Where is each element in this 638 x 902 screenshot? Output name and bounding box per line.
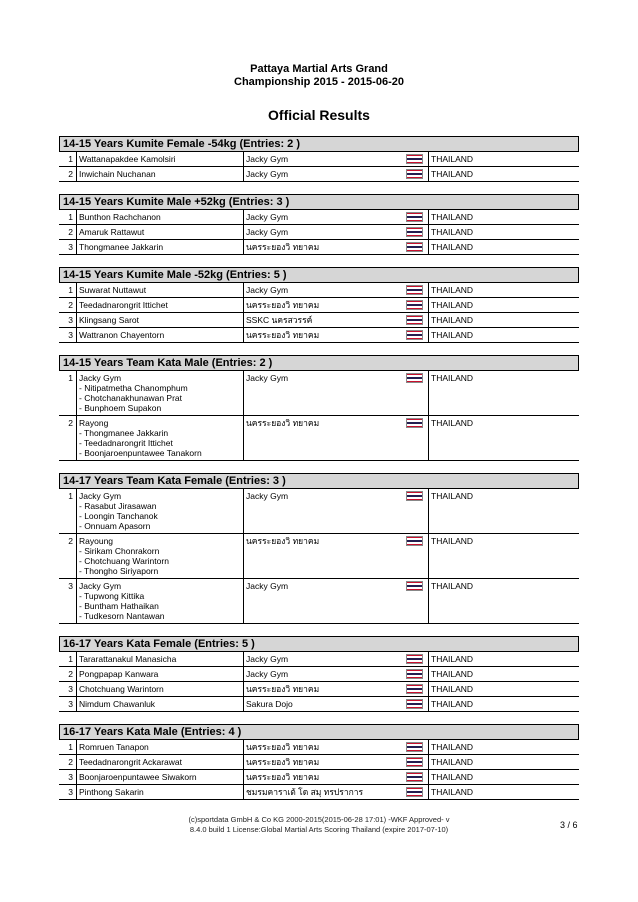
club-cell: นครระยองวิ ทยาคม xyxy=(246,757,320,767)
table-row xyxy=(59,579,579,624)
table-row xyxy=(59,313,579,328)
competitor-name: Jacky Gym xyxy=(79,373,122,383)
thailand-flag-icon xyxy=(406,154,423,164)
result-section xyxy=(59,473,579,624)
rank-cell: 1 xyxy=(59,210,77,224)
competitor-cell xyxy=(77,740,244,754)
country-cell: THAILAND xyxy=(431,536,474,546)
thailand-flag-icon xyxy=(406,242,423,252)
table-row xyxy=(59,489,579,534)
thailand-flag-icon xyxy=(406,373,423,383)
competitor-cell xyxy=(77,652,244,666)
table-row xyxy=(59,652,579,667)
rank-cell: 3 xyxy=(59,313,77,327)
page-header xyxy=(0,63,638,123)
competitor-cell xyxy=(77,682,244,696)
club-cell: Sakura Dojo xyxy=(246,699,293,709)
thailand-flag-icon xyxy=(406,330,423,340)
club-cell: นครระยองวิ ทยาคม xyxy=(246,330,320,340)
rank-cell: 1 xyxy=(59,152,77,166)
rank-cell: 2 xyxy=(59,416,77,460)
flag-cell xyxy=(400,755,429,769)
category-header: 16-17 Years Kata Female (Entries: 5 ) xyxy=(59,636,579,652)
results-title: Official Results xyxy=(268,107,370,123)
flag-cell xyxy=(400,225,429,239)
table-row xyxy=(59,740,579,755)
country-cell: THAILAND xyxy=(431,154,474,164)
club-cell: Jacky Gym xyxy=(246,581,289,591)
thailand-flag-icon xyxy=(406,669,423,679)
competitor-name: Teedadnarongrit Ittichet xyxy=(79,300,168,310)
flag-cell xyxy=(400,371,429,415)
club-cell: นครระยองวิ ทยาคม xyxy=(246,772,320,782)
flag-cell xyxy=(400,652,429,666)
competitor-name: Inwichain Nuchanan xyxy=(79,169,156,179)
flag-cell xyxy=(400,682,429,696)
table-row xyxy=(59,298,579,313)
team-member: - Rasabut Jirasawan xyxy=(79,501,157,511)
country-cell: THAILAND xyxy=(431,330,474,340)
result-section xyxy=(59,636,579,712)
country-cell: THAILAND xyxy=(431,242,474,252)
footer-line1: (c)sportdata GmbH & Co KG 2000-2015(2015-06-28 17:01) -WKF Approved- v xyxy=(188,815,450,824)
country-cell: THAILAND xyxy=(431,654,474,664)
table-row xyxy=(59,152,579,167)
competitor-cell xyxy=(77,298,244,312)
thailand-flag-icon xyxy=(406,654,423,664)
team-member: - Nitipatmetha Chanomphum xyxy=(79,383,188,393)
country-cell: THAILAND xyxy=(431,742,474,752)
competitor-name: Wattanapakdee Kamolsiri xyxy=(79,154,176,164)
thailand-flag-icon xyxy=(406,699,423,709)
team-member: - Boonjaroenpuntawee Tanakorn xyxy=(79,448,202,458)
category-header: 16-17 Years Kata Male (Entries: 4 ) xyxy=(59,724,579,740)
competitor-cell xyxy=(77,770,244,784)
competitor-name: Pongpapap Kanwara xyxy=(79,669,159,679)
competitor-cell xyxy=(77,785,244,799)
competitor-name: Rayong xyxy=(79,418,109,428)
rank-cell: 1 xyxy=(59,740,77,754)
table-row xyxy=(59,682,579,697)
competitor-name: Nimdum Chawanluk xyxy=(79,699,156,709)
team-member: - Buntham Hathaikan xyxy=(79,601,159,611)
flag-cell xyxy=(400,697,429,711)
competitor-cell xyxy=(77,240,244,254)
competitor-cell xyxy=(77,167,244,181)
footer xyxy=(140,815,498,835)
flag-cell xyxy=(400,579,429,623)
rank-cell: 1 xyxy=(59,283,77,297)
club-cell: นครระยองวิ ทยาคม xyxy=(246,300,320,310)
competitor-name: Thongmanee Jakkarin xyxy=(79,242,164,252)
flag-cell xyxy=(400,740,429,754)
rank-cell: 2 xyxy=(59,167,77,181)
country-cell: THAILAND xyxy=(431,669,474,679)
team-member: - Bunphoem Supakon xyxy=(79,403,162,413)
flag-cell xyxy=(400,167,429,181)
team-member: - Sirikam Chonrakorn xyxy=(79,546,160,556)
competitor-name: Boonjaroenpuntawee Siwakorn xyxy=(79,772,197,782)
flag-cell xyxy=(400,667,429,681)
competitor-cell xyxy=(77,225,244,239)
rank-cell: 1 xyxy=(59,371,77,415)
club-cell: SSKC นครสวรรค์ xyxy=(246,315,313,325)
team-member: - Tudkesorn Nantawan xyxy=(79,611,165,621)
page-number: 3 / 6 xyxy=(560,820,578,830)
result-section xyxy=(59,355,579,461)
competitor-cell xyxy=(77,534,244,578)
competitor-name: Jacky Gym xyxy=(79,581,122,591)
club-cell: Jacky Gym xyxy=(246,212,289,222)
table-row xyxy=(59,770,579,785)
rank-cell: 3 xyxy=(59,682,77,696)
thailand-flag-icon xyxy=(406,212,423,222)
thailand-flag-icon xyxy=(406,581,423,591)
country-cell: THAILAND xyxy=(431,581,474,591)
country-cell: THAILAND xyxy=(431,300,474,310)
rank-cell: 3 xyxy=(59,785,77,799)
country-cell: THAILAND xyxy=(431,491,474,501)
competitor-cell xyxy=(77,697,244,711)
flag-cell xyxy=(400,328,429,342)
thailand-flag-icon xyxy=(406,491,423,501)
results-list xyxy=(59,136,579,812)
thailand-flag-icon xyxy=(406,285,423,295)
rank-cell: 3 xyxy=(59,240,77,254)
table-row xyxy=(59,534,579,579)
team-member: - Teedadnarongrit Ittichet xyxy=(79,438,173,448)
thailand-flag-icon xyxy=(406,742,423,752)
event-title-line1: Pattaya Martial Arts Grand xyxy=(250,63,388,75)
competitor-cell xyxy=(77,489,244,533)
category-header: 14-15 Years Kumite Female -54kg (Entries: 2 ) xyxy=(59,136,579,152)
flag-cell xyxy=(400,240,429,254)
flag-cell xyxy=(400,534,429,578)
category-header: 14-15 Years Team Kata Male (Entries: 2 ) xyxy=(59,355,579,371)
table-row xyxy=(59,785,579,800)
competitor-name: Tararattanakul Manasicha xyxy=(79,654,177,664)
club-cell: ชมรมคาราเต้ โด สมุ ทรปราการ xyxy=(246,787,364,797)
country-cell: THAILAND xyxy=(431,285,474,295)
flag-cell xyxy=(400,489,429,533)
table-row xyxy=(59,210,579,225)
result-section xyxy=(59,136,579,182)
competitor-name: Suwarat Nuttawut xyxy=(79,285,147,295)
team-member: - Thongmanee Jakkarin xyxy=(79,428,169,438)
country-cell: THAILAND xyxy=(431,772,474,782)
rank-cell: 1 xyxy=(59,652,77,666)
thailand-flag-icon xyxy=(406,757,423,767)
rank-cell: 1 xyxy=(59,489,77,533)
rank-cell: 3 xyxy=(59,770,77,784)
thailand-flag-icon xyxy=(406,169,423,179)
thailand-flag-icon xyxy=(406,315,423,325)
rank-cell: 2 xyxy=(59,298,77,312)
club-cell: Jacky Gym xyxy=(246,227,289,237)
competitor-cell xyxy=(77,210,244,224)
club-cell: Jacky Gym xyxy=(246,154,289,164)
club-cell: Jacky Gym xyxy=(246,285,289,295)
country-cell: THAILAND xyxy=(431,418,474,428)
country-cell: THAILAND xyxy=(431,212,474,222)
competitor-name: Klingsang Sarot xyxy=(79,315,140,325)
table-row xyxy=(59,416,579,461)
competitor-name: Amaruk Rattawut xyxy=(79,227,145,237)
team-member: - Loongin Tanchanok xyxy=(79,511,158,521)
competitor-cell xyxy=(77,152,244,166)
flag-cell xyxy=(400,770,429,784)
competitor-name: Wattranon Chayentorn xyxy=(79,330,165,340)
category-header: 14-15 Years Kumite Male -52kg (Entries: 5 ) xyxy=(59,267,579,283)
club-cell: นครระยองวิ ทยาคม xyxy=(246,742,320,752)
club-cell: Jacky Gym xyxy=(246,491,289,501)
rank-cell: 3 xyxy=(59,579,77,623)
country-cell: THAILAND xyxy=(431,684,474,694)
country-cell: THAILAND xyxy=(431,699,474,709)
event-title-line2: Championship 2015 - 2015-06-20 xyxy=(234,76,404,88)
flag-cell xyxy=(400,298,429,312)
thailand-flag-icon xyxy=(406,418,423,428)
competitor-name: Chotchuang Warintorn xyxy=(79,684,164,694)
country-cell: THAILAND xyxy=(431,373,474,383)
table-row xyxy=(59,328,579,343)
flag-cell xyxy=(400,210,429,224)
club-cell: นครระยองวิ ทยาคม xyxy=(246,242,320,252)
thailand-flag-icon xyxy=(406,787,423,797)
table-row xyxy=(59,167,579,182)
club-cell: Jacky Gym xyxy=(246,654,289,664)
rank-cell: 3 xyxy=(59,328,77,342)
thailand-flag-icon xyxy=(406,536,423,546)
competitor-name: Romruen Tanapon xyxy=(79,742,149,752)
country-cell: THAILAND xyxy=(431,169,474,179)
country-cell: THAILAND xyxy=(431,787,474,797)
country-cell: THAILAND xyxy=(431,757,474,767)
team-member: - Onnuam Apasorn xyxy=(79,521,151,531)
thailand-flag-icon xyxy=(406,684,423,694)
rank-cell: 2 xyxy=(59,755,77,769)
club-cell: Jacky Gym xyxy=(246,169,289,179)
club-cell: Jacky Gym xyxy=(246,669,289,679)
rank-cell: 2 xyxy=(59,534,77,578)
result-section xyxy=(59,724,579,800)
club-cell: นครระยองวิ ทยาคม xyxy=(246,536,320,546)
flag-cell xyxy=(400,152,429,166)
flag-cell xyxy=(400,785,429,799)
category-header: 14-17 Years Team Kata Female (Entries: 3 ) xyxy=(59,473,579,489)
thailand-flag-icon xyxy=(406,300,423,310)
competitor-cell xyxy=(77,313,244,327)
rank-cell: 3 xyxy=(59,697,77,711)
team-member: - Chotchuang Warintorn xyxy=(79,556,169,566)
competitor-name: Rayoung xyxy=(79,536,114,546)
club-cell: นครระยองวิ ทยาคม xyxy=(246,418,320,428)
thailand-flag-icon xyxy=(406,227,423,237)
rank-cell: 2 xyxy=(59,225,77,239)
competitor-name: Teedadnarongrit Ackarawat xyxy=(79,757,183,767)
competitor-name: Jacky Gym xyxy=(79,491,122,501)
competitor-cell xyxy=(77,328,244,342)
table-row xyxy=(59,697,579,712)
competitor-cell xyxy=(77,579,244,623)
team-member: - Thongho Siriyaporn xyxy=(79,566,159,576)
club-cell: นครระยองวิ ทยาคม xyxy=(246,684,320,694)
competitor-cell xyxy=(77,667,244,681)
table-row xyxy=(59,371,579,416)
flag-cell xyxy=(400,283,429,297)
country-cell: THAILAND xyxy=(431,227,474,237)
table-row xyxy=(59,667,579,682)
flag-cell xyxy=(400,313,429,327)
footer-line2: 8.4.0 build 1 License:Global Martial Arts Scoring Thailand (expire 2017-07-10) xyxy=(189,825,449,834)
rank-cell: 2 xyxy=(59,667,77,681)
competitor-cell xyxy=(77,283,244,297)
competitor-cell xyxy=(77,371,244,415)
result-section xyxy=(59,194,579,255)
table-row xyxy=(59,225,579,240)
competitor-cell xyxy=(77,416,244,460)
table-row xyxy=(59,283,579,298)
category-header: 14-15 Years Kumite Male +52kg (Entries: 3 ) xyxy=(59,194,579,210)
club-cell: Jacky Gym xyxy=(246,373,289,383)
competitor-name: Bunthon Rachchanon xyxy=(79,212,161,222)
team-member: - Chotchanakhunawan Prat xyxy=(79,393,183,403)
competitor-name: Pinthong Sakarin xyxy=(79,787,144,797)
country-cell: THAILAND xyxy=(431,315,474,325)
result-section xyxy=(59,267,579,343)
flag-cell xyxy=(400,416,429,460)
competitor-cell xyxy=(77,755,244,769)
team-member: - Tupwong Kittika xyxy=(79,591,145,601)
table-row xyxy=(59,240,579,255)
table-row xyxy=(59,755,579,770)
thailand-flag-icon xyxy=(406,772,423,782)
